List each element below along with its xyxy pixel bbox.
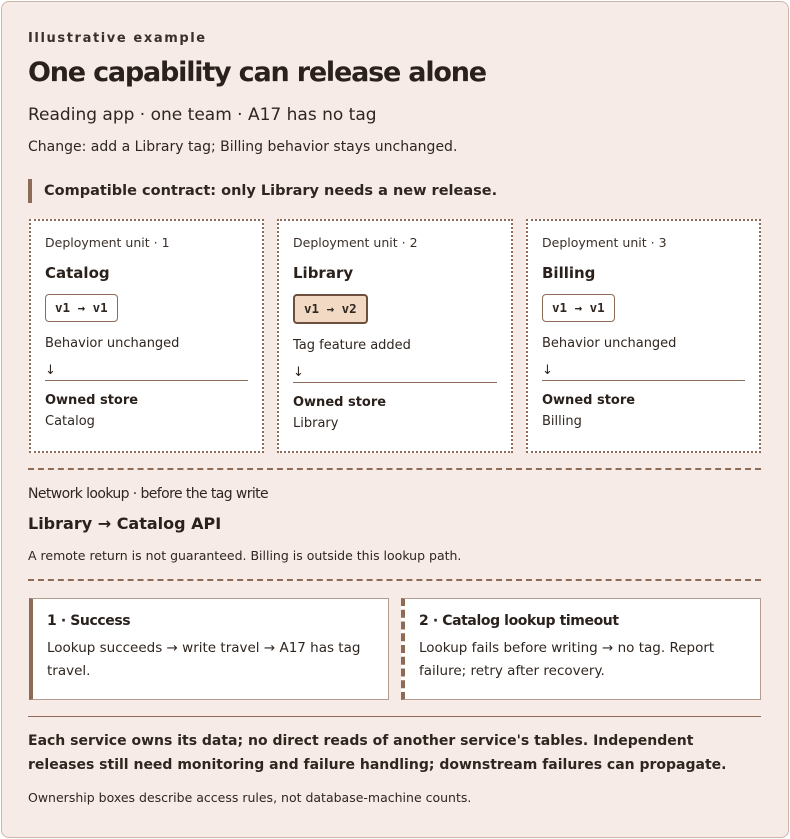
outcome-body: Lookup fails before writing → no tag. Report failure; retry after recovery. <box>419 640 715 679</box>
page-title: One capability can release alone <box>28 57 486 88</box>
owned-store-name: Library <box>293 416 339 431</box>
unit-heading: Deployment unit · 1 <box>45 235 170 250</box>
unit-heading: Deployment unit · 2 <box>293 235 418 250</box>
summary-divider <box>28 716 761 717</box>
outcome-title: 1 · Success <box>47 613 131 629</box>
summary-text: Each service owns its data; no direct reads of another service's tables. Independent releases still need monitoring and failure handling; downstream failures can propagate. <box>28 733 727 773</box>
outcome-title: 2 · Catalog lookup timeout <box>419 613 619 629</box>
subtitle: Reading app · one team · A17 has no tag <box>28 105 377 125</box>
outcome-timeout <box>401 598 761 700</box>
down-arrow-icon: ↓ <box>542 363 745 381</box>
version-badge: v1 → v1 <box>45 294 118 322</box>
unit-name: Billing <box>542 264 596 282</box>
compatibility-callout: Compatible contract: only Library needs a new release. <box>28 179 497 203</box>
unit-name: Library <box>293 264 354 282</box>
section-divider <box>28 579 761 581</box>
footnote: Ownership boxes describe access rules, not database-machine counts. <box>28 790 472 805</box>
network-lookup-note: A remote return is not guaranteed. Billing is outside this lookup path. <box>28 548 462 563</box>
unit-name: Catalog <box>45 264 110 282</box>
deployment-unit-library <box>277 219 513 453</box>
section-divider <box>28 468 761 470</box>
outcome-body: Lookup succeeds → write travel → A17 has tag travel. <box>47 640 361 679</box>
down-arrow-icon: ↓ <box>45 363 248 381</box>
owned-store-label: Owned store <box>542 393 636 408</box>
outcome-success <box>29 598 389 700</box>
change-description: Change: add a Library tag; Billing behavior stays unchanged. <box>28 139 458 155</box>
version-badge-highlighted: v1 → v2 <box>293 294 368 324</box>
owned-store-label: Owned store <box>293 395 387 410</box>
unit-status: Behavior unchanged <box>45 336 180 351</box>
unit-status: Behavior unchanged <box>542 336 677 351</box>
eyebrow-label: Illustrative example <box>28 31 207 46</box>
unit-heading: Deployment unit · 3 <box>542 235 667 250</box>
deployment-unit-billing <box>526 219 761 453</box>
owned-store-label: Owned store <box>45 393 139 408</box>
down-arrow-icon: ↓ <box>293 365 497 383</box>
network-lookup-label: Network lookup · before the tag write <box>28 486 269 502</box>
owned-store-name: Catalog <box>45 414 95 429</box>
network-lookup-title: Library → Catalog API <box>28 514 222 533</box>
unit-status: Tag feature added <box>293 338 411 353</box>
version-badge: v1 → v1 <box>542 294 615 322</box>
deployment-unit-catalog <box>29 219 264 453</box>
owned-store-name: Billing <box>542 414 582 429</box>
